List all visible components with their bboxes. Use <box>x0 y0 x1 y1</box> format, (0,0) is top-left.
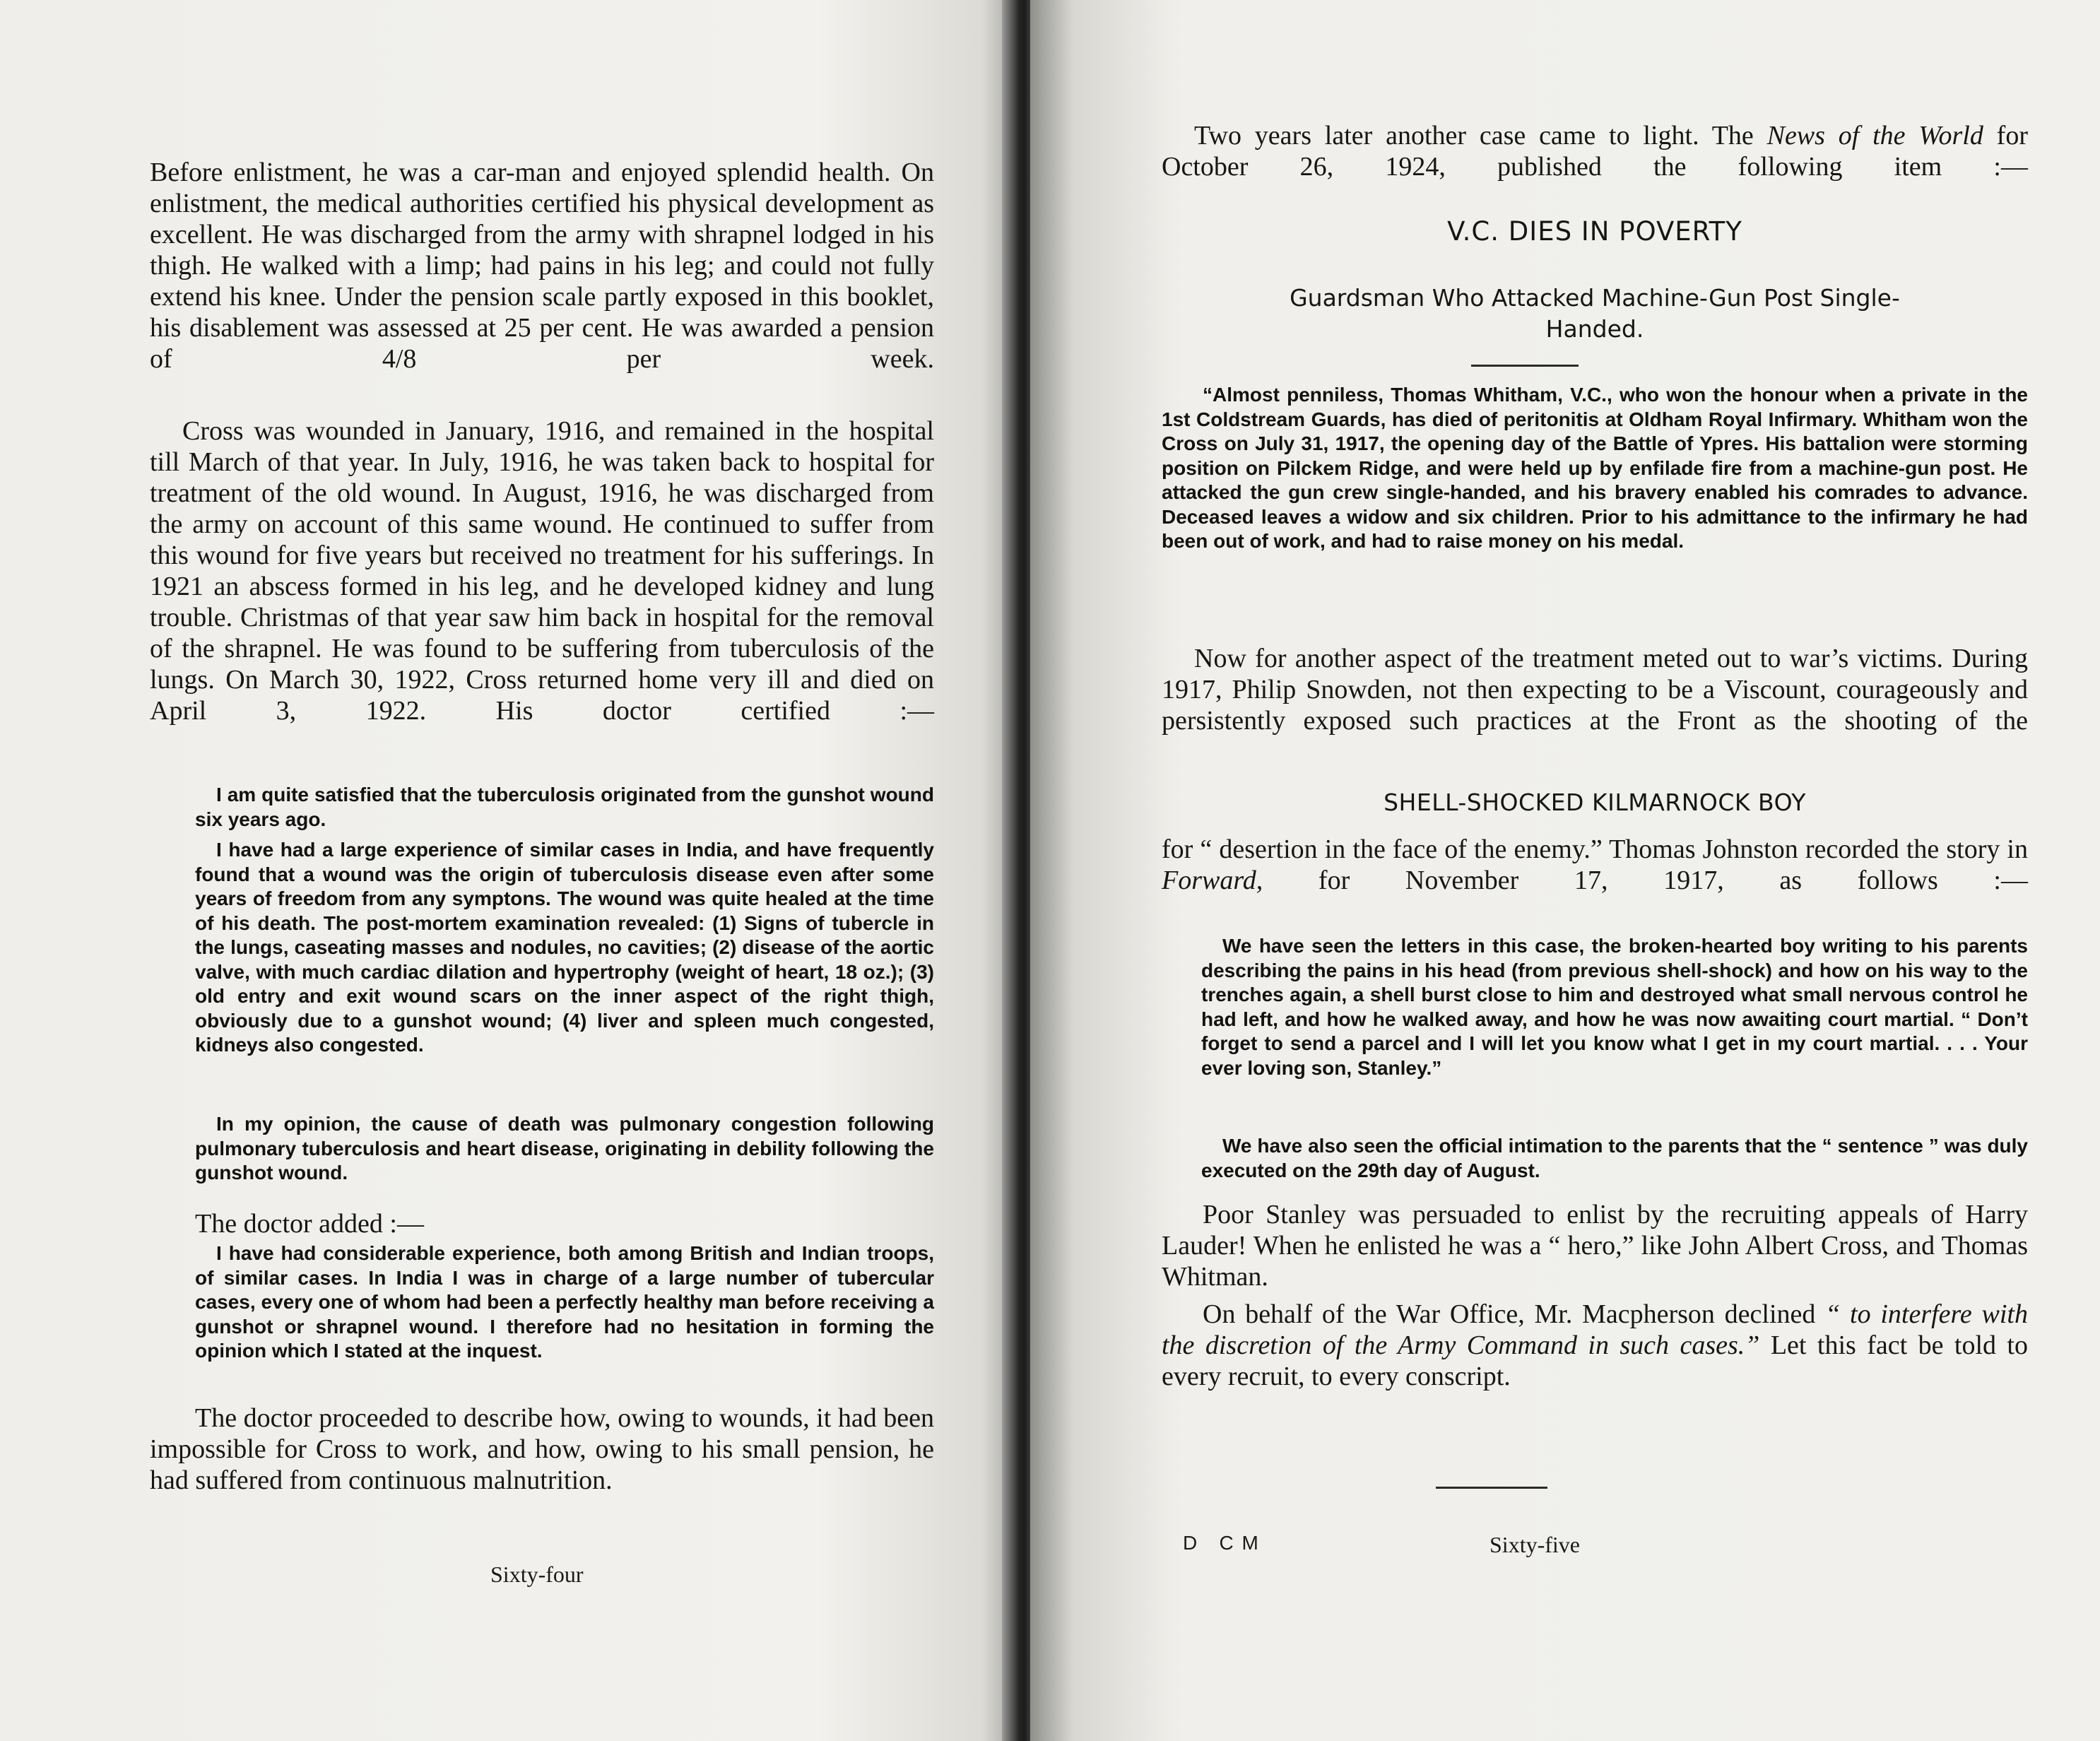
paragraph-snowden: Now for another aspect of the treatment meted out to war’s victims. During 1917, Philip Snowden, not then expecting to be a Viscount, courageously and persistently exposed such practices at the Front as the shooting of the <box>1162 644 2028 736</box>
subheadline-guardsman: Guardsman Who Attacked Machine-Gun Post Single-Handed. <box>1290 284 1900 343</box>
page-number-right: Sixty-five <box>1490 1532 1580 1557</box>
stanley-letter-quote: We have seen the letters in this case, the broken-hearted boy writing to his parents describing the pains in his head (from previous shell-shock) and how on his way to the trenches again, a shell burst close to him and destroyed what small nervous control he had left, and how he walked away, and how he was now awaiting court martial. “ Don’t forget to send a parcel and I will let you know what I get in my court martial. . . . Your ever loving son, Stanley.” <box>1201 935 2028 1079</box>
doctor-quote-2: I have had a large experience of similar cases in India, and have frequently found that a wound was the origin of tuberculosis disease even after some years of freedom from any symptons. The wound was quite healed at the time of his death. The post-mortem examination revealed: (1) Signs of tubercle in the lungs, caseating masses and nodules, no cavities; (2) disease of the aortic valve, with much cardiac dilation and hypertrophy (weight of heart, 18 oz.); (3) old entry and exit wound scars on the inner aspect of the right thigh, obviously due to a gunshot wound; (4) liver and spleen much congested, kidneys also congested. <box>195 839 934 1056</box>
headline-vc-dies: V.C. DIES IN POVERTY <box>1447 216 1742 247</box>
left-page <box>0 0 1023 1741</box>
official-intimation-quote: We have also seen the official intimation to the parents that the “ sentence ” was duly executed on the 29th day of August. <box>1201 1135 2028 1181</box>
publication-forward: Forward, <box>1162 866 1263 895</box>
paragraph-poor-stanley: Poor Stanley was persuaded to enlist by the recruiting appeals of Harry Lauder! When he enlisted he was a “ hero,” like John Albert Cross, and Thomas Whitman. <box>1162 1200 2028 1292</box>
paragraph-intro: Two years later another case came to light. The News of the World for October 26, 1924, published the following item :— <box>1162 121 2028 182</box>
right-page <box>1030 0 2100 1741</box>
paragraph-malnutrition: The doctor proceeded to describe how, owing to wounds, it had been impossible for Cross to work, and how, owing to his small pension, he had suffered from continuous malnutrition. <box>150 1403 934 1495</box>
headline-kilmarnock-boy: SHELL-SHOCKED KILMARNOCK BOY <box>1384 789 1806 816</box>
whitham-quote: “Almost penniless, Thomas Whitham, V.C., who won the honour when a private in the 1st Coldstream Guards, has died of peritonitis at Oldham Royal Infirmary. Whitham won the Cross on July 31, 1917, the opening day of the Battle of Ypres. His battalion were storming position on Pilckem Ridge, and were held up by enfilade fire from a machine-gun post. He attacked the gun crew single-handed, and his bravery enabled his comrades to advance. Deceased leaves a widow and six children. Prior to his admittance to the infirmary he had been out of work, and had to raise money on his medal. <box>1162 384 2028 552</box>
doctor-quote-4: I have had considerable experience, both among British and Indian troops, of similar cases. In India I was in charge of a large number of tubercular cases, every one of whom had been a perfectly healthy man before receiving a gunshot or shrapnel wound. I therefore had no hesitation in forming the opinion which I stated at the inquest. <box>195 1242 934 1362</box>
headline-rule <box>1471 365 1579 367</box>
paragraph-cross-wounded: Cross was wounded in January, 1916, and remained in the hospital till March of that year. In July, 1916, he was taken back to hospital for treatment of the old wound. In August, 1916, he was discharged from the army on account of this same wound. He continued to suffer from this wound for five years but received no treatment for his sufferings. In 1921 an abscess formed in his leg, and he developed kidney and lung trouble. Christmas of that year saw him back in hospital for the removal of the shrapnel. He was found to be suffering from tuberculosis of the lungs. On March 30, 1922, Cross returned home very ill and died on April 3, 1922. His doctor certified :— <box>150 416 934 726</box>
macpherson-quote: “ to interfere with the discretion of the Army Command in such cases.” <box>1162 1299 2028 1360</box>
publication-title: News of the World <box>1766 121 1983 151</box>
paragraph-war-office: On behalf of the War Office, Mr. Macpherson declined “ to interfere with the discretion of the Army Command in such cases.” Let this fact be told to every recruit, to every conscript. <box>1162 1299 2028 1391</box>
paragraph-doctor-added: The doctor added :— <box>195 1209 424 1239</box>
doctor-quote-1: I am quite satisfied that the tuberculosis originated from the gunshot wound six years ago. <box>195 784 934 830</box>
printer-mark: D C M <box>1183 1532 1260 1554</box>
page-number-left: Sixty-four <box>490 1562 584 1587</box>
closing-rule <box>1436 1487 1547 1489</box>
doctor-quote-3: In my opinion, the cause of death was pulmonary congestion following pulmonary tuberculosis and heart disease, originating in debility following the gunshot wound. <box>195 1113 934 1184</box>
paragraph-enlistment: Before enlistment, he was a car-man and enjoyed splendid health. On enlistment, the medical authorities certified his physical development as excellent. He was discharged from the army with shrapnel lodged in his thigh. He walked with a limp; had pains in his leg; and could not fully extend his knee. Under the pension scale partly exposed in this booklet, his disablement was assessed at 25 per cent. He was awarded a pension of 4/8 per week. <box>150 158 934 374</box>
paragraph-johnston: for “ desertion in the face of the enemy.” Thomas Johnston recorded the story in Forward, for November 17, 1917, as follows :— <box>1162 834 2028 895</box>
